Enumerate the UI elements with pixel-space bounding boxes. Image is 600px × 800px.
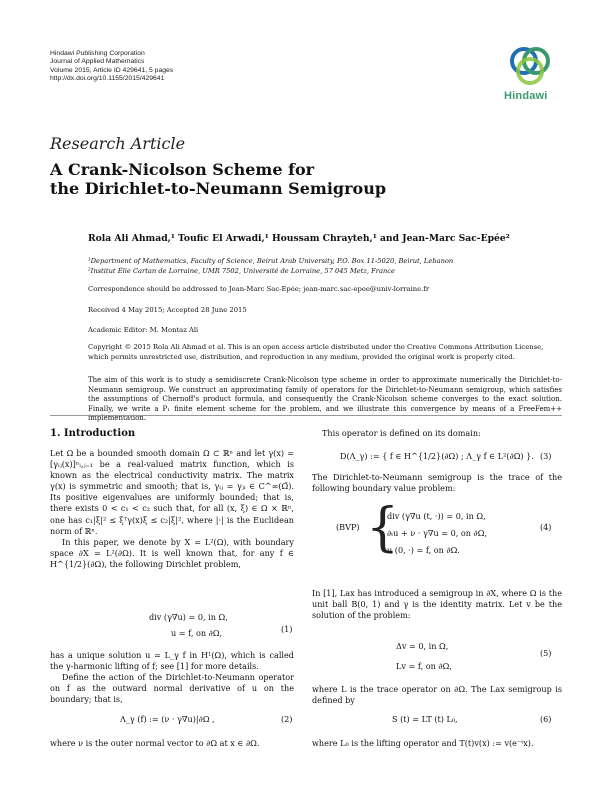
author-list: Rola Ali Ahmad,¹ Toufic El Arwadi,¹ Houssam Chrayteh,¹ and Jean-Marc Sac-Epée² (88, 233, 510, 244)
right-paragraph-1: This operator is defined on its domain: (322, 428, 481, 438)
hindawi-logo-icon (500, 44, 560, 90)
equation-1-number: (1) (281, 624, 293, 634)
affiliation-1: ¹Department of Mathematics, Faculty of Science, Beirut Arab University, P.O. Box 11-5020, Beirut, Lebanon (88, 257, 454, 265)
equation-1-line-2: u = f, on ∂Ω, (171, 628, 223, 638)
affiliation-2: ²Institut Élie Cartan de Lorraine, UMR 7502, Université de Lorraine, 57 045 Metz, France (88, 266, 395, 275)
right-paragraph-3: In [1], Lax has introduced a semigroup in ∂X, where Ω is the unit ball B(0, 1) and γ is the identity matrix. Let v be the solution of the problem: (312, 588, 562, 621)
equation-4-line-2: ∂ₜu + ν · γ∇u = 0, on ∂Ω, (387, 528, 488, 538)
right-paragraph-5: where L₀ is the lifting operator and T(t)v(x) := v(e⁻ᵗx). (312, 738, 534, 748)
equation-4-line-1: div (γ∇u (t, ·)) = 0, in Ω, (387, 511, 486, 521)
doi-link[interactable]: http://dx.doi.org/10.1155/2015/429641 (50, 74, 165, 82)
divider (50, 415, 562, 416)
equation-6: S (t) = LT (t) L₀, (392, 714, 458, 724)
volume-info: Volume 2015, Article ID 429641, 5 pages (50, 66, 174, 74)
equation-5-number: (5) (540, 648, 552, 658)
copyright (88, 343, 543, 362)
equation-1 (149, 612, 228, 638)
publisher: Hindawi Publishing Corporation (50, 50, 145, 57)
intro-paragraph-4: Define the action of the Dirichlet-to-Neumann operator on f as the outward normal derivative of u on the boundary; that is, (50, 672, 294, 705)
copyright-line-2: which permits unrestricted use, distribution, and reproduction in any medium, provided the original work is properly cited. (88, 352, 515, 361)
logo-text: Hindawi (504, 90, 548, 102)
journal-header (50, 50, 173, 83)
article-title (50, 160, 510, 198)
title-line-1: A Crank-Nicolson Scheme for (50, 160, 315, 179)
right-paragraph-4: where L is the trace operator on ∂Ω. The Lax semigroup is defined by (312, 684, 562, 706)
section-heading-introduction: 1. Introduction (50, 428, 136, 439)
equation-2-number: (2) (281, 714, 293, 724)
right-paragraph-2: The Dirichlet-to-Neumann semigroup is the trace of the following boundary value problem: (312, 472, 562, 494)
journal-name: Journal of Applied Mathematics (50, 58, 145, 66)
equation-4-line-3: u (0, ·) = f, on ∂Ω. (387, 545, 460, 555)
left-column-text-1 (50, 448, 294, 570)
equation-5-line-2: Lv = f, on ∂Ω, (396, 661, 452, 671)
equation-4 (387, 508, 487, 559)
abstract: The aim of this work is to study a semidiscrete Crank-Nicolson type scheme in order to approximate numerically the Dirichlet-to-Neumann semigroup. We construct an approximating family of operators for the Dirichlet-to-Neumann semigroup, which satisfies the assumptions of Chernoff's product formula, and consequently the Crank-Nicolson scheme converges to the exact solution. Finally, we write a P₁ finite element scheme for the problem, and we illustrate this convergence by means of a FreeFem++ implementation. (88, 376, 562, 423)
copyright-line-1: Copyright © 2015 Rola Ali Ahmad et al. This is an open access article distributed under the Creative Commons Attribution License, (88, 343, 544, 351)
title-line-2: the Dirichlet-to-Neumann Semigroup (50, 179, 387, 198)
intro-paragraph-3: has a unique solution u = L_γ f in H¹(Ω), which is called the γ-harmonic lifting of f; see [1] for more details. (50, 650, 294, 672)
brace-icon: { (366, 498, 400, 558)
academic-editor: Academic Editor: M. Montaz Ali (88, 326, 199, 334)
left-column-text-3: where ν is the outer normal vector to ∂Ω at x ∈ ∂Ω. (50, 738, 260, 748)
article-type: Research Article (50, 134, 186, 153)
received-dates: Received 4 May 2015; Accepted 28 June 2015 (88, 306, 247, 314)
equation-4-number: (4) (540, 522, 552, 532)
affiliations (88, 257, 453, 276)
left-column-text-2 (50, 650, 294, 705)
equation-6-number: (6) (540, 714, 552, 724)
equation-3: D(Λ_γ) := { f ∈ H^{1/2}(∂Ω) ; Λ_γ f ∈ L²(∂Ω) }. (340, 451, 534, 461)
hindawi-logo (500, 44, 560, 106)
equation-5 (396, 636, 452, 676)
equation-1-line-1: div (γ∇u) = 0, in Ω, (149, 612, 228, 622)
intro-paragraph-1: Let Ω be a bounded smooth domain Ω ⊂ ℝⁿ and let γ(x) = [γᵢⱼ(x)]ⁿᵢ,ⱼ₌₁ be a real-valued matrix function, which is known as the electrical conductivity matrix. The matrix γ(x) is symmetric and smooth; that is, γᵢⱼ = γⱼᵢ ∈ C^∞(Ω̄). Its positive eigenvalues are uniformly bounded; that is, there exists 0 < c₁ < c₂ such that, for all (x, ξ) ∈ Ω × ℝⁿ, one has c₁|ξ|² ≤ ξᵀγ(x)ξ ≤ c₂|ξ|², where |·| is the Euclidean norm of ℝⁿ. (50, 448, 294, 536)
bvp-label: (BVP) (336, 522, 360, 532)
intro-paragraph-2: In this paper, we denote by X = L²(Ω), with boundary space ∂X = L²(∂Ω). It is well known that, for any f ∈ H^{1/2}(∂Ω), the following Dirichlet problem, (50, 536, 294, 569)
equation-2: Λ_γ (f) := (ν · γ∇u)|∂Ω , (120, 714, 215, 724)
equation-5-line-1: Δv = 0, in Ω, (396, 641, 449, 651)
correspondence: Correspondence should be addressed to Jean-Marc Sac-Epée; jean-marc.sac-epee@univ-lorraine.fr (88, 285, 430, 293)
equation-3-number: (3) (540, 451, 552, 461)
